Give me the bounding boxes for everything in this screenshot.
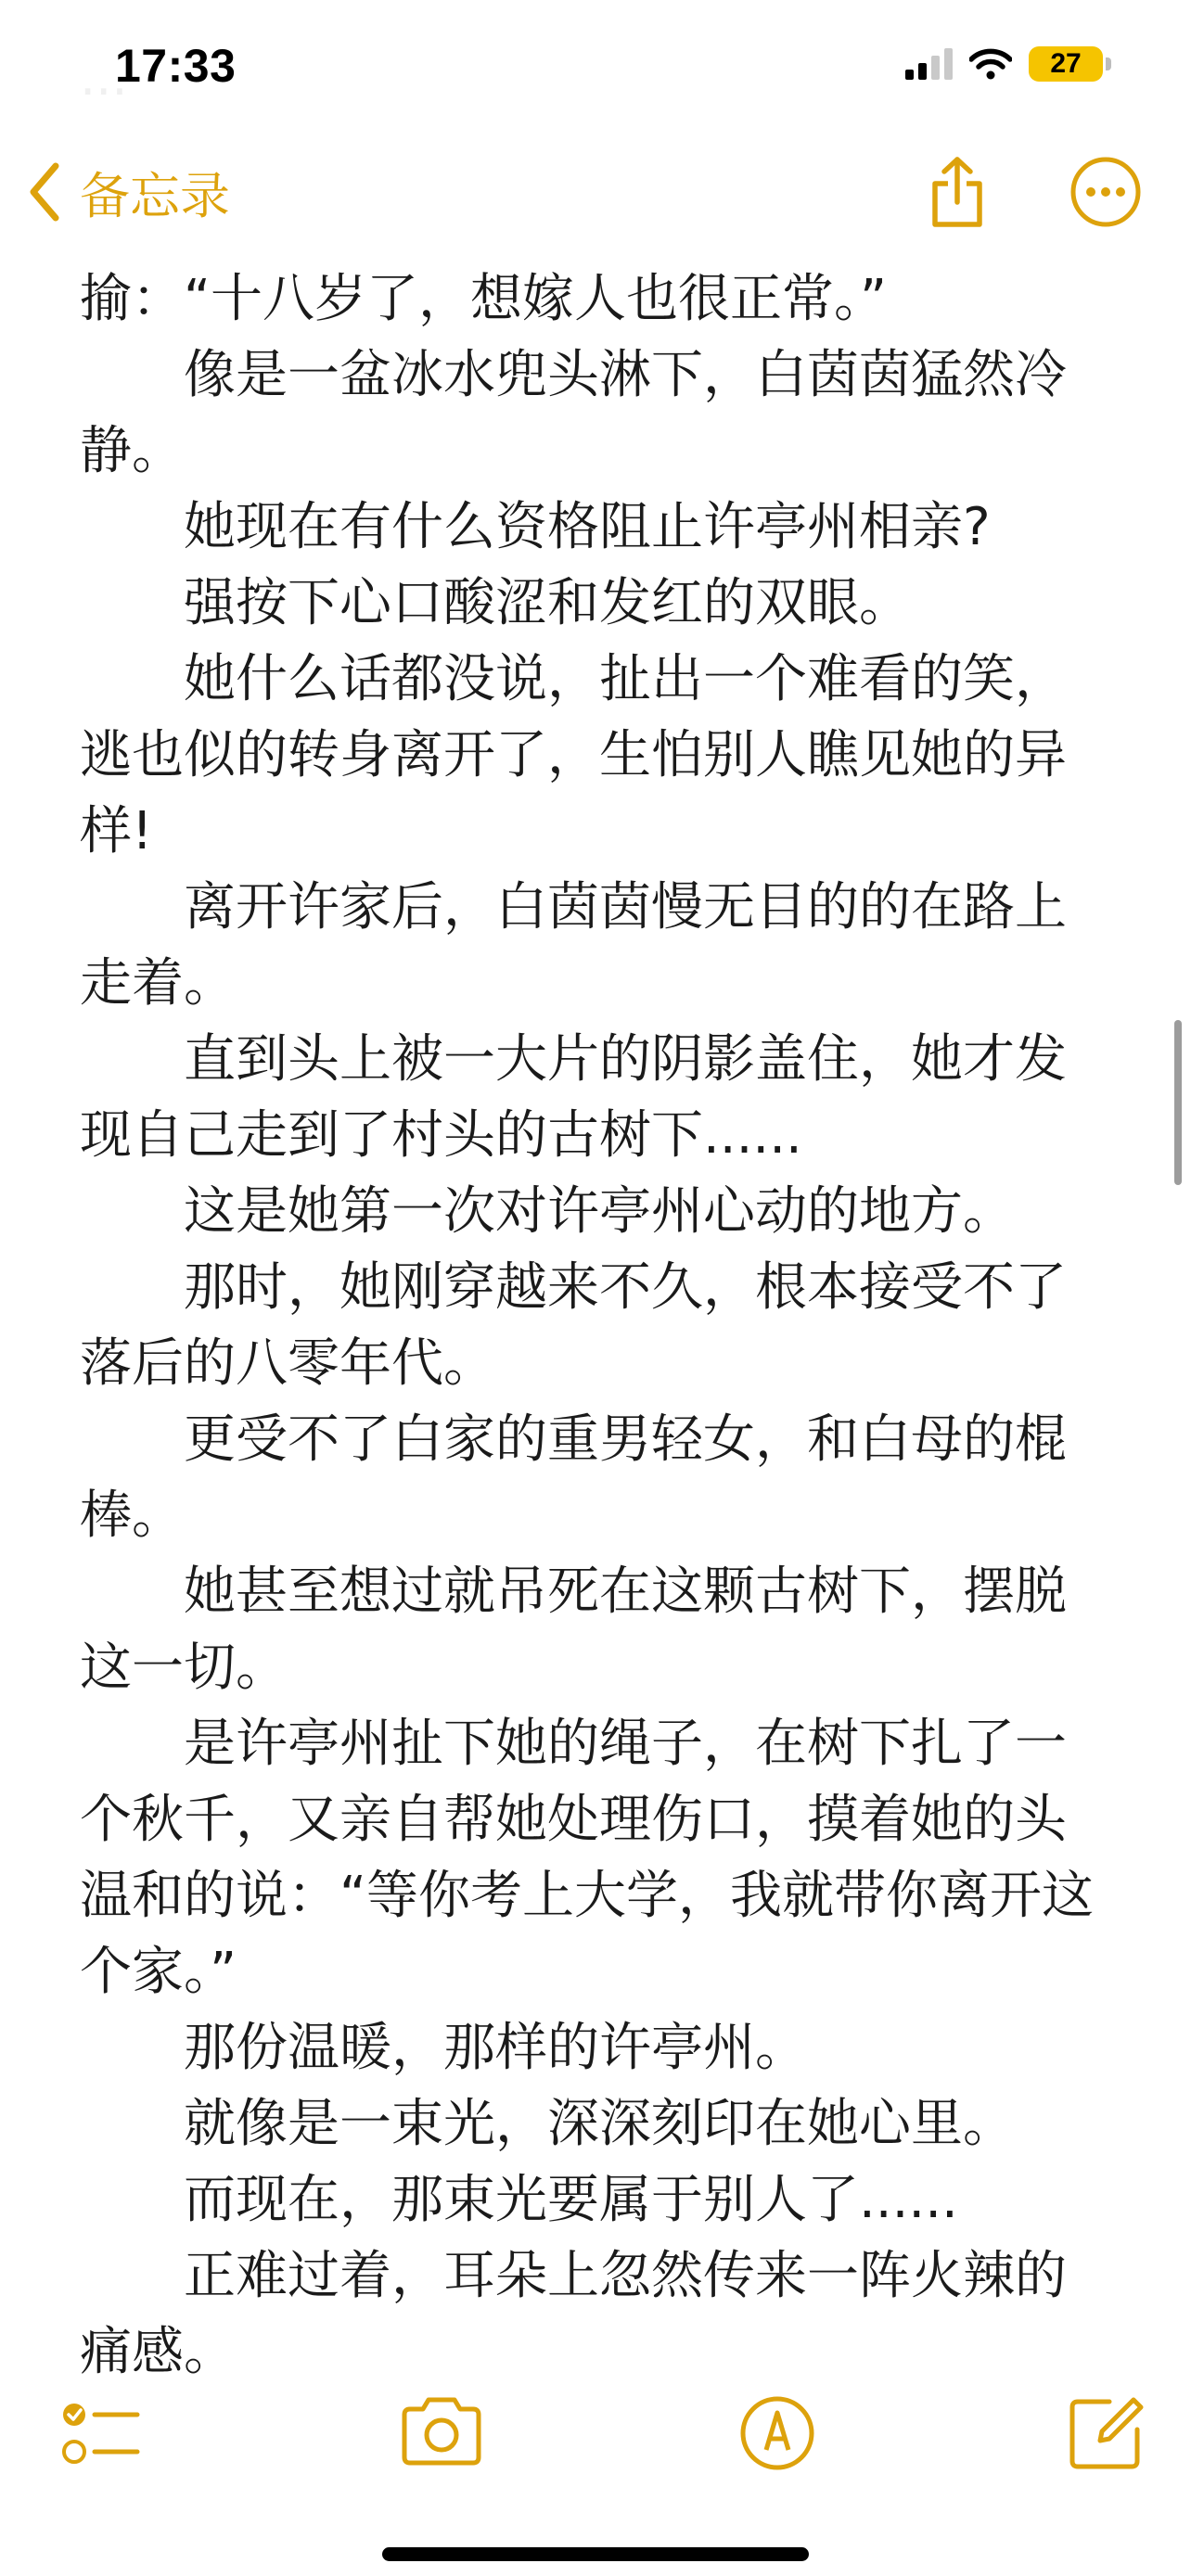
status-bar <box>0 0 1191 139</box>
share-icon[interactable] <box>928 156 987 228</box>
battery-icon <box>1029 46 1111 82</box>
note-paragraph: 直到头上被一大片的阴影盖住，她才发现自己走到了村头的古树下...... <box>80 1029 1067 1166</box>
bottom-toolbar <box>0 2355 1191 2576</box>
markup-icon[interactable] <box>738 2394 816 2472</box>
note-paragraph: 这是她第一次对许亭州心动的地方。 <box>184 1181 1015 1242</box>
battery-level: 27 <box>1029 46 1103 82</box>
note-paragraph: 她现在有什么资格阻止许亭州相亲? <box>184 497 991 557</box>
note-paragraph: 是许亭州扯下她的绳子，在树下扎了一个秋千，又亲自帮她处理伤口，摸着她的头温和的说：“等你考上大学，我就带你离开这个家。” <box>80 1714 1095 2002</box>
status-time: 17:33 <box>115 40 237 92</box>
chevron-left-icon <box>28 162 61 222</box>
more-icon[interactable] <box>1069 155 1143 229</box>
note-paragraph: 她什么话都没说，扯出一个难看的笑，逃也似的转身离开了，生怕别人瞧见她的异样! <box>80 649 1067 861</box>
battery-cap <box>1106 57 1111 70</box>
home-indicator[interactable] <box>382 2547 809 2561</box>
note-paragraph: 正难过着，耳朵上忽然传来一阵火辣的痛感。 <box>80 2246 1067 2382</box>
note-paragraph: 强按下心口酸涩和发红的双眼。 <box>184 573 911 633</box>
note-paragraph: 她甚至想过就吊死在这颗古树下，摆脱这一切。 <box>80 1562 1067 1698</box>
note-paragraph: 而现在，那束光要属于别人了...... <box>184 2170 958 2230</box>
note-paragraph: 像是一盆冰水兜头淋下，白茵茵猛然冷静。 <box>80 345 1067 481</box>
nav-bar <box>0 139 1191 250</box>
wifi-icon <box>969 48 1012 80</box>
camera-icon[interactable] <box>399 2394 484 2468</box>
signal-icon <box>905 48 953 80</box>
ghost-text-line: ... <box>80 48 128 107</box>
nav-actions <box>928 150 1143 234</box>
note-paragraph: 离开许家后，白茵茵慢无目的的在路上走着。 <box>80 877 1067 1014</box>
scroll-indicator[interactable] <box>1174 1020 1182 1185</box>
note-paragraph: 更受不了白家的重男轻女，和白母的棍棒。 <box>80 1409 1067 1546</box>
compose-icon[interactable] <box>1067 2394 1145 2472</box>
note-paragraph: 那时，她刚穿越来不久，根本接受不了落后的八零年代。 <box>80 1257 1067 1394</box>
status-icons <box>905 46 1111 82</box>
note-body[interactable] <box>80 261 1111 2391</box>
note-paragraph: 揄：“十八岁了，想嫁人也很正常。” <box>80 269 888 329</box>
back-label: 备忘录 <box>80 166 230 225</box>
note-paragraph: 那份温暖，那样的许亭州。 <box>184 2018 807 2078</box>
note-paragraph: 就像是一束光，深深刻印在她心里。 <box>184 2094 1015 2154</box>
checklist-icon[interactable] <box>59 2394 141 2472</box>
back-button[interactable] <box>28 150 230 234</box>
